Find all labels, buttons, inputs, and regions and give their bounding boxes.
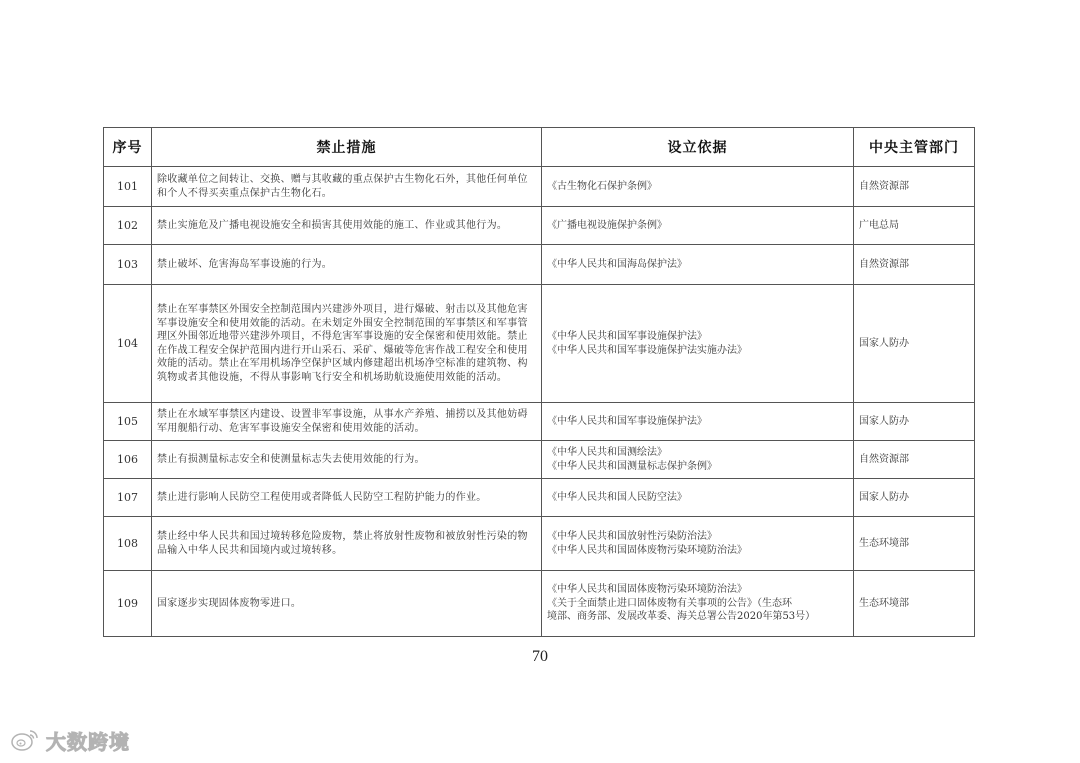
table-row xyxy=(104,403,975,441)
table-row xyxy=(104,207,975,245)
prohibition-measure xyxy=(152,207,542,245)
department: 自然资源部 xyxy=(854,245,975,285)
measure-text: 禁止经中华人民共和国过境转移危险废物，禁止将放射性废物和被放射性污染的物品输入中华人民共和国境内或过境转移。 xyxy=(157,531,528,556)
basis-line: 《中华人民共和国人民防空法》 xyxy=(547,491,687,503)
table-row xyxy=(104,245,975,285)
department: 生态环境部 xyxy=(854,571,975,637)
basis-line: 《中华人民共和国军事设施保护法》 xyxy=(547,415,707,427)
watermark-text: 大数跨境 xyxy=(46,729,130,754)
basis-line: 《中华人民共和国固体废物污染环境防治法》 xyxy=(547,544,747,556)
basis-line: 《中华人民共和国测量标志保护条例》 xyxy=(547,460,717,472)
table-header-row xyxy=(104,128,975,167)
row-number: 108 xyxy=(104,517,152,571)
measure-text: 除收藏单位之间转让、交换、赠与其收藏的重点保护古生物化石外，其他任何单位和个人不得买卖重点保护古生物化石。 xyxy=(157,174,528,199)
legal-basis xyxy=(542,571,854,637)
row-number: 105 xyxy=(104,403,152,441)
basis-line: 《中华人民共和国固体废物污染环境防治法》 xyxy=(547,584,747,596)
legal-basis xyxy=(542,285,854,403)
department: 国家人防办 xyxy=(854,479,975,517)
table-row xyxy=(104,167,975,207)
basis-line: 境部、商务部、发展改革委、海关总署公告2020年第53号） xyxy=(547,611,816,623)
basis-line: 《古生物化石保护条例》 xyxy=(547,180,657,192)
basis-line: 《中华人民共和国军事设施保护法实施办法》 xyxy=(547,344,747,356)
table-row xyxy=(104,441,975,479)
measure-text: 国家逐步实现固体废物零进口。 xyxy=(157,597,302,609)
header-measure: 禁止措施 xyxy=(152,128,542,167)
prohibition-measure xyxy=(152,571,542,637)
department: 自然资源部 xyxy=(854,441,975,479)
weibo-logo-icon xyxy=(10,727,40,753)
table-row xyxy=(104,517,975,571)
row-number: 103 xyxy=(104,245,152,285)
legal-basis xyxy=(542,167,854,207)
prohibition-measure xyxy=(152,245,542,285)
page-number: 70 xyxy=(532,648,548,665)
legal-basis xyxy=(542,479,854,517)
table-row xyxy=(104,285,975,403)
department: 生态环境部 xyxy=(854,517,975,571)
row-number: 106 xyxy=(104,441,152,479)
basis-line: 《关于全面禁止进口固体废物有关事项的公告》（生态环 xyxy=(547,597,792,609)
department: 国家人防办 xyxy=(854,285,975,403)
measure-text: 禁止在水域军事禁区内建设、设置非军事设施，从事水产养殖、捕捞以及其他妨碍军用舰船行动、危害军事设施安全保密和使用效能的活动。 xyxy=(157,409,528,434)
department: 广电总局 xyxy=(854,207,975,245)
prohibition-measures-table xyxy=(103,127,975,637)
measure-text: 禁止有损测量标志安全和使测量标志失去使用效能的行为。 xyxy=(157,453,425,465)
legal-basis xyxy=(542,403,854,441)
row-number: 107 xyxy=(104,479,152,517)
header-dept: 中央主管部门 xyxy=(854,128,975,167)
table-body xyxy=(104,167,975,637)
measure-text: 禁止破坏、危害海岛军事设施的行为。 xyxy=(157,258,333,270)
legal-basis xyxy=(542,207,854,245)
department: 自然资源部 xyxy=(854,167,975,207)
table-row xyxy=(104,479,975,517)
prohibition-measure xyxy=(152,441,542,479)
row-number: 104 xyxy=(104,285,152,403)
department: 国家人防办 xyxy=(854,403,975,441)
prohibition-measure xyxy=(152,285,542,403)
basis-line: 《中华人民共和国军事设施保护法》 xyxy=(547,331,707,342)
measure-text: 禁止进行影响人民防空工程使用或者降低人民防空工程防护能力的作业。 xyxy=(157,491,487,503)
basis-line: 《中华人民共和国放射性污染防治法》 xyxy=(547,531,717,542)
watermark xyxy=(10,723,130,757)
table-row xyxy=(104,571,975,637)
row-number: 109 xyxy=(104,571,152,637)
basis-line: 《中华人民共和国测绘法》 xyxy=(547,447,667,458)
header-num: 序号 xyxy=(104,128,152,167)
prohibition-measure xyxy=(152,517,542,571)
measure-text: 禁止实施危及广播电视设施安全和损害其使用效能的施工、作业或其他行为。 xyxy=(157,219,508,231)
basis-line: 《中华人民共和国海岛保护法》 xyxy=(547,258,687,270)
row-number: 101 xyxy=(104,167,152,207)
prohibition-measure xyxy=(152,479,542,517)
row-number: 102 xyxy=(104,207,152,245)
measure-text: 禁止在军事禁区外围安全控制范围内兴建涉外项目，进行爆破、射击以及其他危害军事设施安全和使用效能的活动。在未划定外围安全控制范围的军事禁区和军事管理区外围邻近地带兴建涉外项目，不得危害军事设施的安全保密和使用效能。禁止在作战工程安全保护范围内进行开山采石、采矿、爆破等危害作战工程安全和使用效能的活动。禁止在军用机场净空保护区域内修建超出机场净空标准的建筑物、构筑物或者其他设施，不得从事影响飞行安全和机场助航设施使用效能的活动。 xyxy=(157,304,528,383)
basis-line: 《广播电视设施保护条例》 xyxy=(547,219,667,231)
prohibition-measure xyxy=(152,403,542,441)
legal-basis xyxy=(542,441,854,479)
legal-basis xyxy=(542,245,854,285)
legal-basis xyxy=(542,517,854,571)
prohibition-measure xyxy=(152,167,542,207)
header-basis: 设立依据 xyxy=(542,128,854,167)
